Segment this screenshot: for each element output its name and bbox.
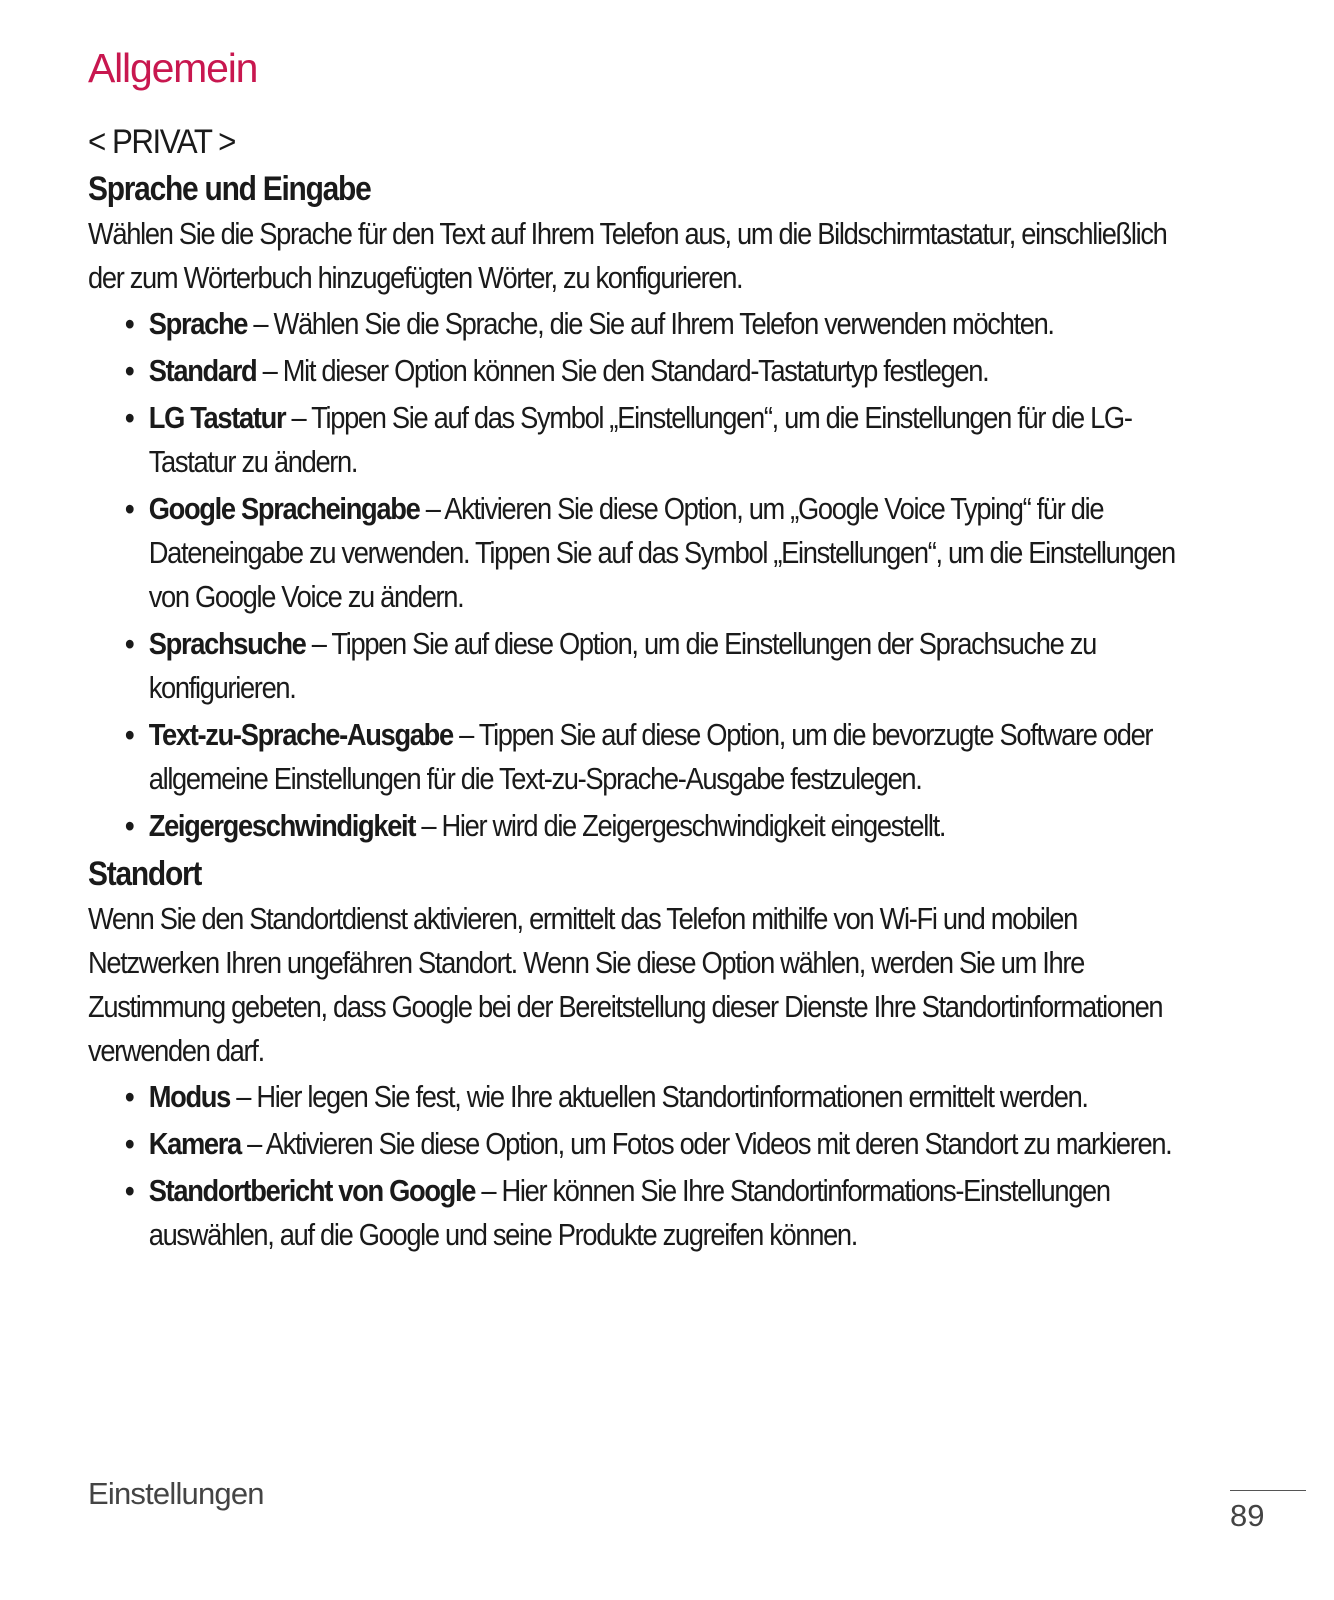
bullet-dot: • — [124, 626, 134, 661]
list-item — [88, 349, 1197, 393]
bullet-dot: • — [124, 306, 134, 341]
breadcrumb-label: < PRIVAT > — [88, 123, 235, 161]
bullet-dot: • — [124, 808, 134, 843]
item-description: – Tippen Sie auf diese Option, um die Einstellungen der Sprachsuche zu konfigurieren. — [148, 626, 1096, 705]
section-sprache-und-eingabe — [88, 166, 1248, 848]
list-item — [88, 487, 1197, 619]
list-item — [88, 804, 1197, 848]
bullet-dot: • — [124, 353, 134, 388]
item-term: Sprachsuche — [148, 626, 306, 661]
item-description: – Aktivieren Sie diese Option, um Fotos oder Videos mit deren Standort zu markieren. — [240, 1126, 1172, 1161]
list-item — [88, 713, 1197, 801]
bullet-dot: • — [124, 400, 134, 435]
page-number: 89 — [1230, 1498, 1265, 1533]
item-term: Sprache — [148, 306, 248, 341]
item-term: LG Tastatur — [148, 400, 286, 435]
bullet-dot: • — [124, 491, 134, 526]
section-intro: Wählen Sie die Sprache für den Text auf Ihrem Telefon aus, um die Bildschirmtastatur, einschließlich der zum Wörterbuch hinzugefügten Wörter, zu konfigurieren. — [88, 216, 1167, 295]
bullet-dot: • — [124, 1079, 134, 1114]
bullet-dot: • — [124, 717, 134, 752]
item-term: Zeigergeschwindigkeit — [148, 808, 416, 843]
item-term: Text-zu-Sprache-Ausgabe — [148, 717, 453, 752]
list-item — [88, 396, 1197, 484]
page-content — [88, 40, 1248, 1260]
item-description: – Tippen Sie auf diese Option, um die bevorzugte Software oder allgemeine Einstellungen für die Text-zu-Sprache-Ausgabe festzulegen. — [148, 717, 1153, 796]
list-item — [88, 1122, 1197, 1166]
item-description: – Aktivieren Sie diese Option, um „Google Voice Typing“ für die Dateneingabe zu verwenden. Tippen Sie auf das Symbol „Einstellungen“, um die Einstellungen von Google Voice zu ändern. — [148, 491, 1175, 614]
section-intro: Wenn Sie den Standortdienst aktivieren, ermittelt das Telefon mithilfe von Wi-Fi und mobilen Netzwerken Ihren ungefähren Standort. Wenn Sie diese Option wählen, werden Sie um Ihre Zustimmung gebeten, dass Google bei der Bereitstellung dieser Dienste Ihre Standortinformationen verwenden darf. — [88, 901, 1163, 1068]
item-term: Modus — [148, 1079, 231, 1114]
item-description: – Wählen Sie die Sprache, die Sie auf Ihrem Telefon verwenden möchten. — [247, 306, 1054, 341]
list-item — [88, 1075, 1197, 1119]
page-heading: Allgemein — [88, 45, 258, 91]
list-item — [88, 1169, 1197, 1257]
footer-section-label: Einstellungen — [88, 1476, 264, 1511]
item-description: – Mit dieser Option können Sie den Standard-Tastaturtyp festlegen. — [256, 353, 989, 388]
item-description: – Hier legen Sie fest, wie Ihre aktuellen Standortinformationen ermittelt werden. — [230, 1079, 1088, 1114]
bullet-dot: • — [124, 1173, 134, 1208]
bullet-list — [88, 302, 1248, 848]
list-item — [88, 622, 1197, 710]
item-term: Standard — [148, 353, 257, 388]
bullet-dot: • — [124, 1126, 134, 1161]
item-description: – Tippen Sie auf das Symbol „Einstellungen“, um die Einstellungen für die LG-Tastatur zu ändern. — [148, 400, 1132, 479]
list-item — [88, 302, 1197, 346]
item-term: Kamera — [148, 1126, 241, 1161]
breadcrumb — [88, 118, 1248, 166]
section-title: Sprache und Eingabe — [88, 170, 371, 208]
item-term: Standortbericht von Google — [148, 1173, 476, 1208]
item-description: – Hier können Sie Ihre Standortinformations-Einstellungen auswählen, auf die Google und seine Produkte zugreifen können. — [148, 1173, 1110, 1252]
bullet-list — [88, 1075, 1248, 1257]
section-title: Standort — [88, 855, 202, 893]
section-standort — [88, 851, 1248, 1257]
page-number-rule — [1230, 1490, 1306, 1491]
item-description: – Hier wird die Zeigergeschwindigkeit eingestellt. — [415, 808, 946, 843]
item-term: Google Spracheingabe — [148, 491, 420, 526]
